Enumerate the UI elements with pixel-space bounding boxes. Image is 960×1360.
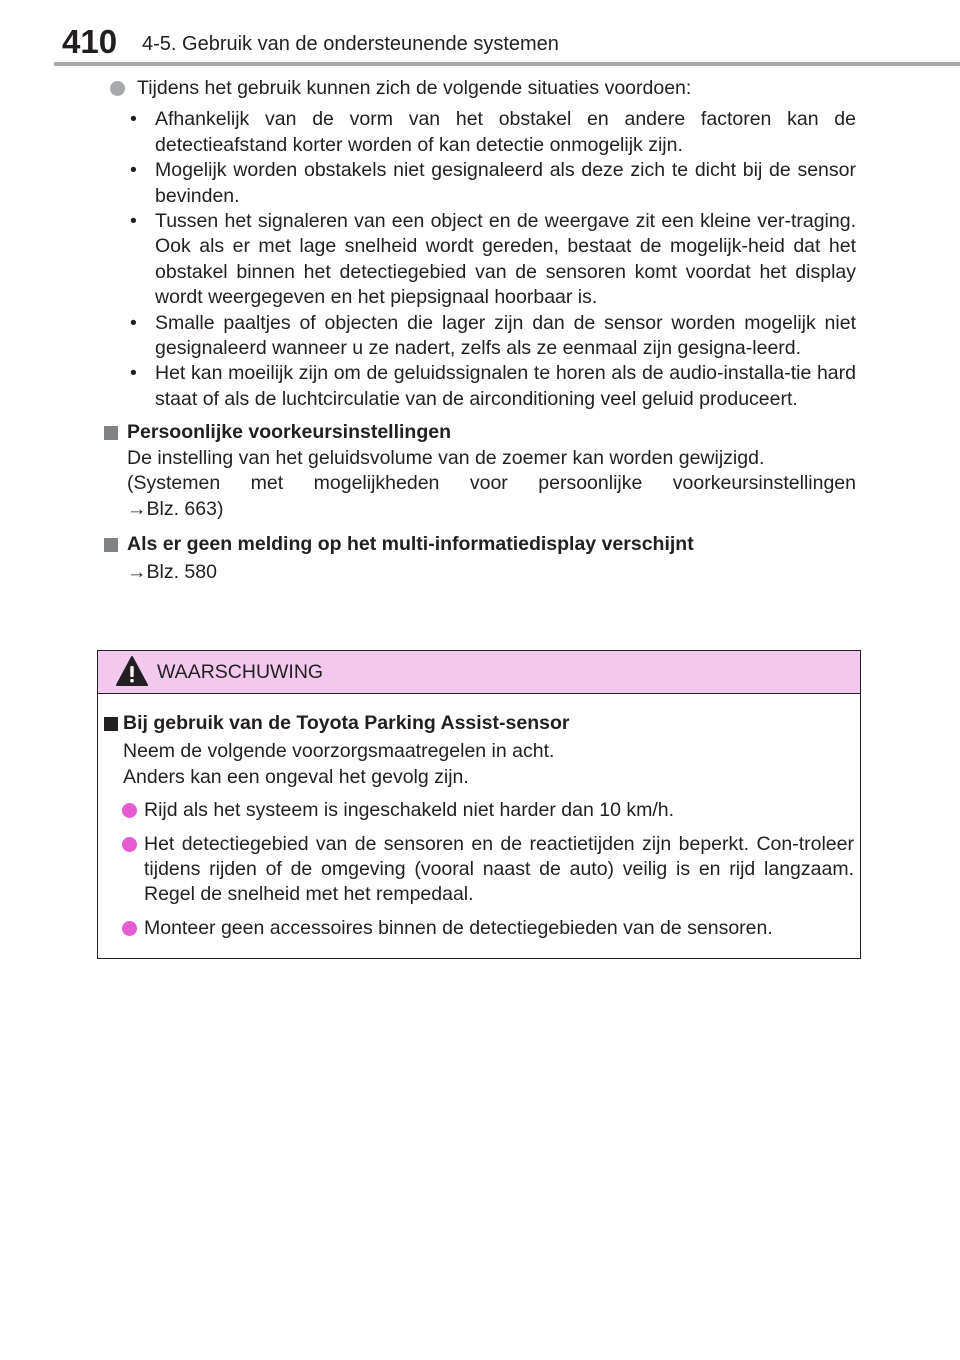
page-reference-link[interactable]: →Blz. 580 [127,561,217,584]
situation-list [104,107,856,412]
list-item-text: Tussen het signaleren van een object en de weergave zit een kleine ver-traging. Ook als er met lage snelheid wordt gereden, bestaat de mogelijk-heid dat het obstakel binnen het detectiegebied van de sensoren komt voordat het display wordt weergegeven en het piepsignaal hoorbaar is. [155,210,856,309]
dot-bullet-icon: • [130,159,137,182]
circle-bullet-icon [122,837,137,852]
dot-bullet-icon: • [130,108,137,131]
circle-bullet-icon [122,921,137,936]
square-bullet-icon [104,717,118,731]
warning-box [97,650,861,959]
list-item-text: Het kan moeilijk zijn om de geluidssignalen te horen als de audio-installa-tie hard staat of als de luchtcirculatie van de airconditioning veel geluid produceert. [155,362,856,410]
warning-text-2: Anders kan een ongeval het gevolg zijn. [123,765,469,788]
section-title: 4-5. Gebruik van de ondersteunende systemen [142,33,559,55]
warning-bullet: Het detectiegebied van de sensoren en de reactietijden zijn beperkt. Con-troleer tijdens rijden of de omgeving (vooral naast de auto) veilig is en rijd langzaam. Regel de snelheid met het rempedaal. [104,832,854,908]
warning-text-1: Neem de volgende voorzorgsmaatregelen in acht. [123,740,555,763]
personal-settings-heading: Persoonlijke voorkeursinstellingen [104,420,856,445]
warning-bullet: Monteer geen accessoires binnen de detectiegebieden van de sensoren. [104,916,854,941]
list-item-text: Mogelijk worden obstakels niet gesignaleerd als deze zich te dicht bij de sensor bevinden. [155,159,856,207]
dot-bullet-icon: • [130,311,137,334]
list-item [104,158,856,209]
page-reference-link[interactable]: →Blz. 663) [127,497,224,520]
list-item [104,107,856,158]
page-header [0,0,960,64]
personal-settings-line-1: De instelling van het geluidsvolume van de zoemer kan worden gewijzigd. [127,446,765,469]
list-item-text: Afhankelijk van de vorm van het obstakel en andere factoren kan de detectieafstand korter worden of kan detectie onmogelijk zijn. [155,108,856,156]
circle-bullet-icon [110,81,125,96]
warning-header [98,651,860,694]
warning-heading: Bij gebruik van de Toyota Parking Assist-sensor [104,711,854,736]
intro-text: Tijdens het gebruik kunnen zich de volgende situaties voordoen: [137,77,692,99]
list-item [104,209,856,311]
header-rule [54,62,960,66]
warning-label: WAARSCHUWING [157,661,324,683]
warning-triangle-icon [115,654,149,688]
dot-bullet-icon: • [130,210,137,233]
main-content [104,76,856,586]
display-message-heading: Als er geen melding op het multi-informatiedisplay verschijnt [104,532,856,557]
dot-bullet-icon: • [130,362,137,385]
list-item-text: Smalle paaltjes of objecten die lager zijn dan de sensor worden mogelijk niet gesignaleerd wanneer u ze nadert, zelfs als ze eenmaal zijn gesigna-leerd. [155,311,856,360]
warning-body [104,711,854,941]
circle-bullet-icon [122,803,137,818]
intro-paragraph [104,76,856,101]
square-bullet-icon [104,426,118,440]
list-item [104,311,856,362]
list-item [104,361,856,412]
personal-settings-line-2: (Systemen met mogelijkheden voor persoonlijke voorkeursinstellingen [127,472,856,495]
square-bullet-icon [104,538,118,552]
page-number: 410 [62,23,118,60]
warning-bullet: Rijd als het systeem is ingeschakeld niet harder dan 10 km/h. [104,798,854,823]
